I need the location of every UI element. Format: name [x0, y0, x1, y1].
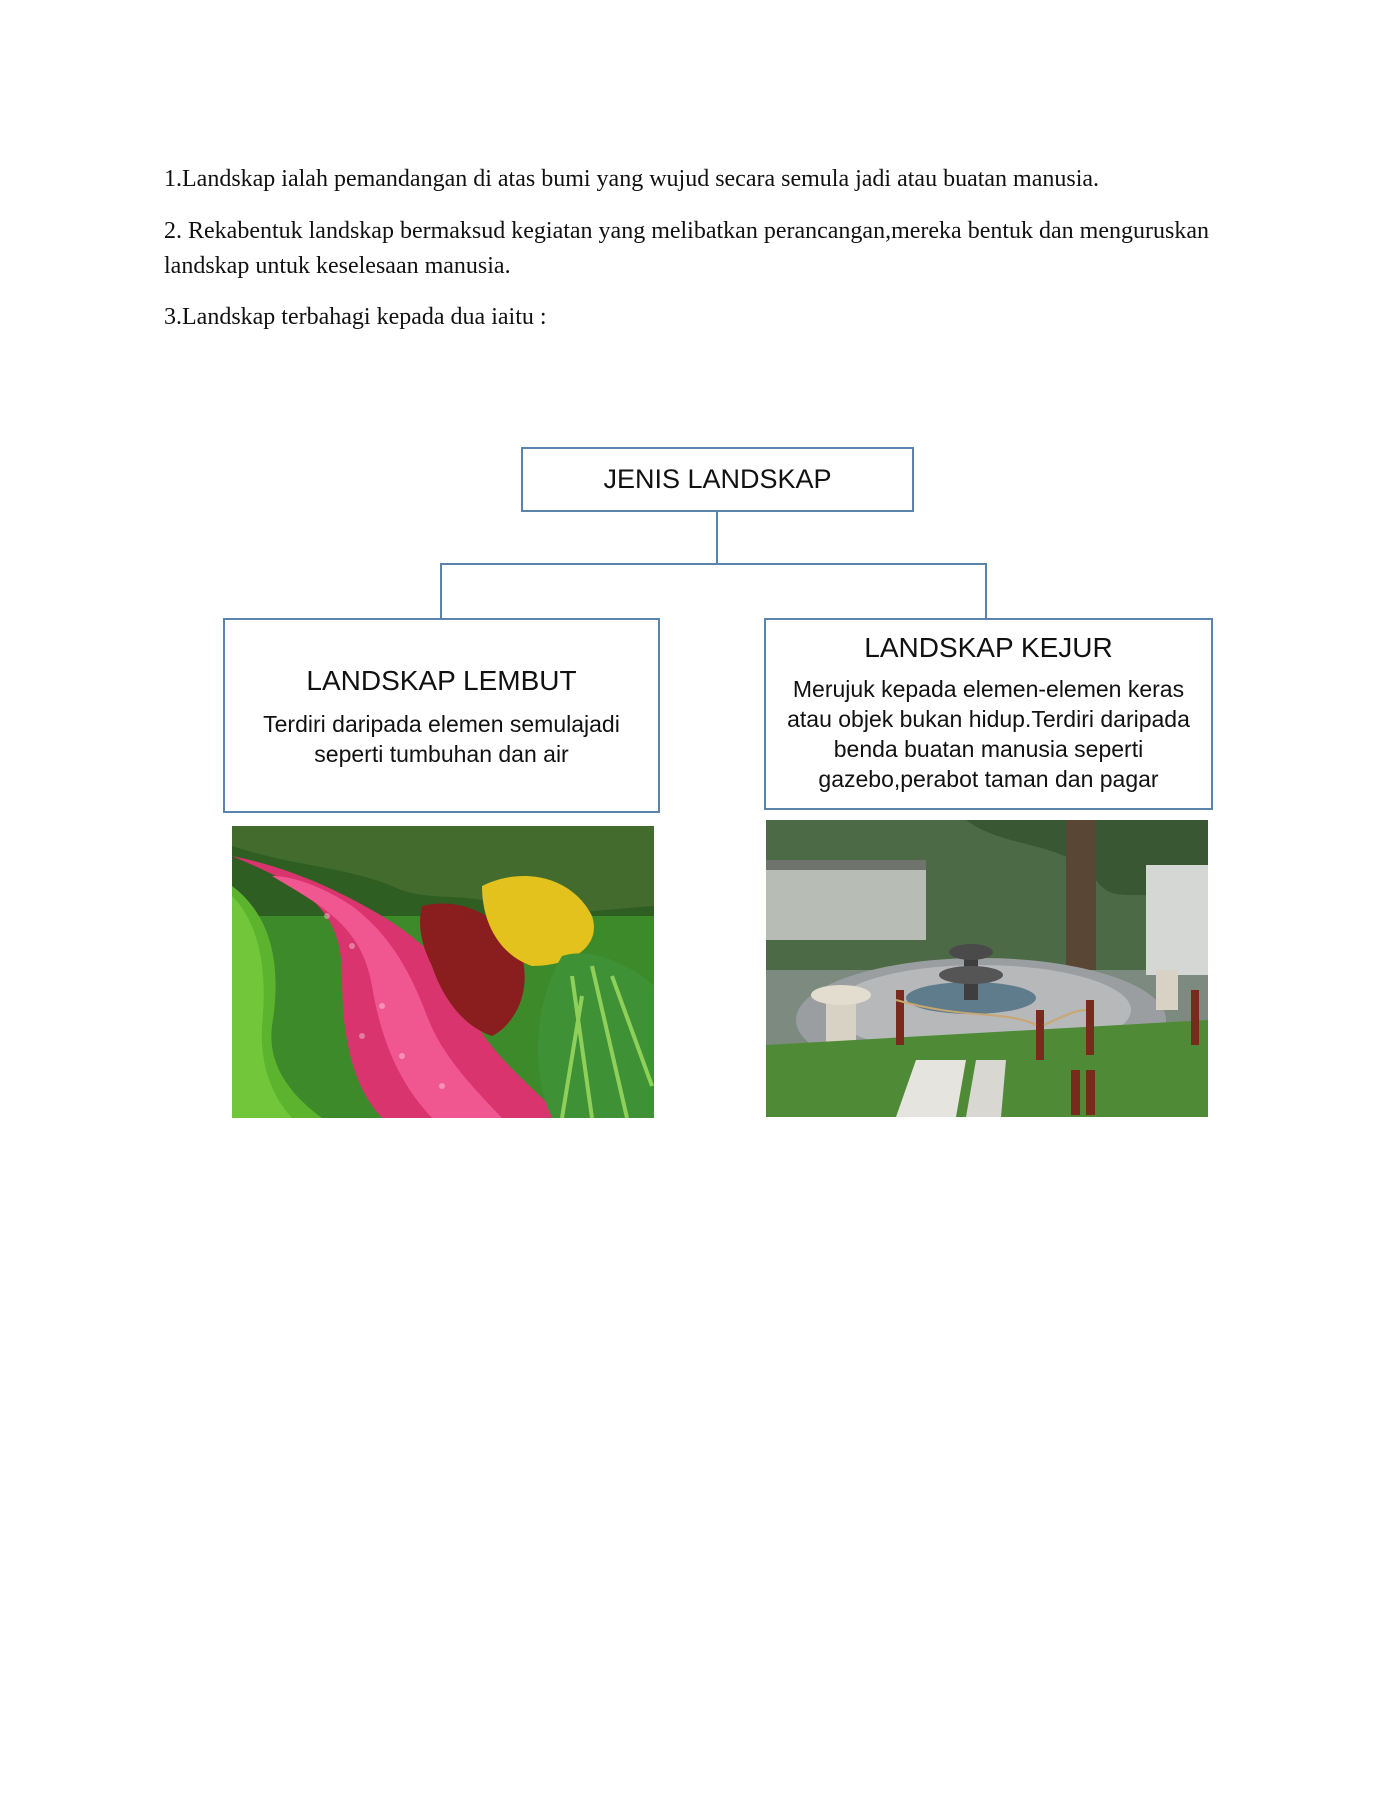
connector-left-down: [440, 563, 442, 619]
hard-landscape-description: Merujuk kepada elemen-elemen keras atau objek bukan hidup.Terdiri daripada benda buatan manusia seperti gazebo,perabot taman dan pagar: [787, 676, 1190, 792]
paragraph-landscape-types: 3.Landskap terbahagi kepada dua iaitu :: [164, 304, 547, 330]
connector-right-down: [985, 563, 987, 619]
fountain-plaza-photo: [766, 820, 1208, 1117]
soft-landscape-description: Terdiri daripada elemen semulajadi seperti tumbuhan dan air: [263, 710, 620, 767]
soft-landscape-title: LANDSKAP LEMBUT: [306, 664, 577, 696]
paragraph-definition: 1.Landskap ialah pemandangan di atas bumi yang wujud secara semula jadi atau buatan manusia.: [164, 166, 1100, 192]
diagram-root-box: [521, 447, 914, 512]
flower-garden-photo: [232, 826, 654, 1118]
diagram-root-title: JENIS LANDSKAP: [603, 464, 832, 494]
connector-horizontal: [440, 563, 987, 565]
hard-landscape-title: LANDSKAP KEJUR: [864, 632, 1113, 663]
paragraph-landscape-design: 2. Rekabentuk landskap bermaksud kegiatan yang melibatkan perancangan,mereka bentuk dan menguruskan landskap untuk keselesaan manusia.: [164, 218, 1209, 279]
diagram-hard-landscape-box: [764, 618, 1213, 810]
diagram-soft-landscape-box: [223, 618, 660, 813]
connector-root-down: [716, 512, 718, 564]
